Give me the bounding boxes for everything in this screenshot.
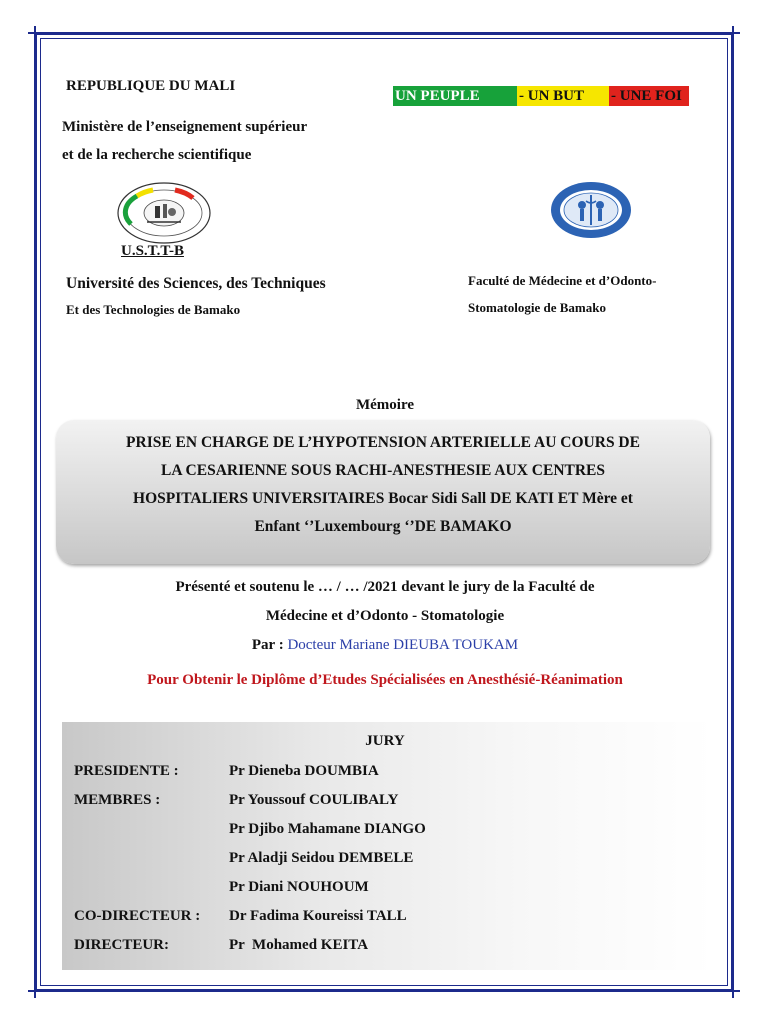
- author-line: [0, 637, 770, 654]
- members-label: MEMBRES :: [74, 792, 161, 808]
- corner-ornament: [726, 984, 740, 998]
- thesis-title-box: [56, 420, 710, 564]
- corner-ornament: [726, 26, 740, 40]
- member-name: Pr Djibo Mahamane DIANGO: [229, 821, 426, 837]
- president-label: PRESIDENTE :: [74, 763, 179, 779]
- corner-ornament: [28, 26, 42, 40]
- ministry-line-2: et de la recherche scientifique: [62, 147, 252, 163]
- ministry-line-1: Ministère de l’enseignement supérieur: [62, 119, 308, 135]
- presentation-line-2: Médecine et d’Odonto - Stomatologie: [265, 608, 505, 624]
- author-name: Docteur Mariane DIEUBA TOUKAM: [287, 637, 519, 653]
- title-line: PRISE EN CHARGE DE L’HYPOTENSION ARTERIELLE AU COURS DE: [126, 434, 640, 451]
- director-label: DIRECTEUR:: [74, 937, 170, 953]
- presentation-line-1: Présenté et soutenu le … / … /2021 devant le jury de la Faculté de: [175, 579, 595, 595]
- codirector-label: CO-DIRECTEUR :: [74, 908, 201, 924]
- member-name: Pr Aladji Seidou DEMBELE: [229, 850, 414, 866]
- president-name: Pr Dieneba DOUMBIA: [229, 763, 379, 779]
- motto-part-2: - UN BUT: [517, 86, 609, 106]
- title-line: Enfant ‘’Luxembourg ‘’DE BAMAKO: [254, 518, 512, 535]
- by-label: Par :: [251, 637, 284, 653]
- motto-part-3: - UNE FOI: [609, 86, 689, 106]
- faculty-line-2: Stomatologie de Bamako: [468, 300, 606, 315]
- diploma-line: Pour Obtenir le Diplôme d’Etudes Spécialisées en Anesthésié-Réanimation: [147, 672, 623, 688]
- member-name: Pr Youssouf COULIBALY: [229, 792, 399, 808]
- director-name: Pr Mohamed KEITA: [229, 937, 369, 953]
- document-type: Mémoire: [355, 397, 415, 413]
- motto-part-1: UN PEUPLE: [393, 86, 517, 106]
- codirector-name: Dr Fadima Koureissi TALL: [229, 908, 407, 924]
- faculty-line-1: Faculté de Médecine et d’Odonto-: [468, 273, 657, 288]
- usttb-caption: U.S.T.T-B: [121, 243, 184, 259]
- title-line: LA CESARIENNE SOUS RACHI-ANESTHESIE AUX CENTRES: [160, 462, 606, 479]
- national-motto: [393, 86, 689, 106]
- university-line-2: Et des Technologies de Bamako: [66, 302, 241, 317]
- usttb-logo: [117, 182, 211, 244]
- university-line-1: Université des Sciences, des Techniques: [66, 275, 326, 292]
- faculty-logo: [550, 181, 632, 239]
- republic-heading: REPUBLIQUE DU MALI: [66, 78, 236, 94]
- jury-box: [62, 722, 714, 970]
- title-line: HOSPITALIERS UNIVERSITAIRES Bocar Sidi Sall DE KATI ET Mère et: [133, 490, 633, 507]
- jury-heading: JURY: [365, 733, 405, 749]
- corner-ornament: [28, 984, 42, 998]
- member-name: Pr Diani NOUHOUM: [229, 879, 369, 895]
